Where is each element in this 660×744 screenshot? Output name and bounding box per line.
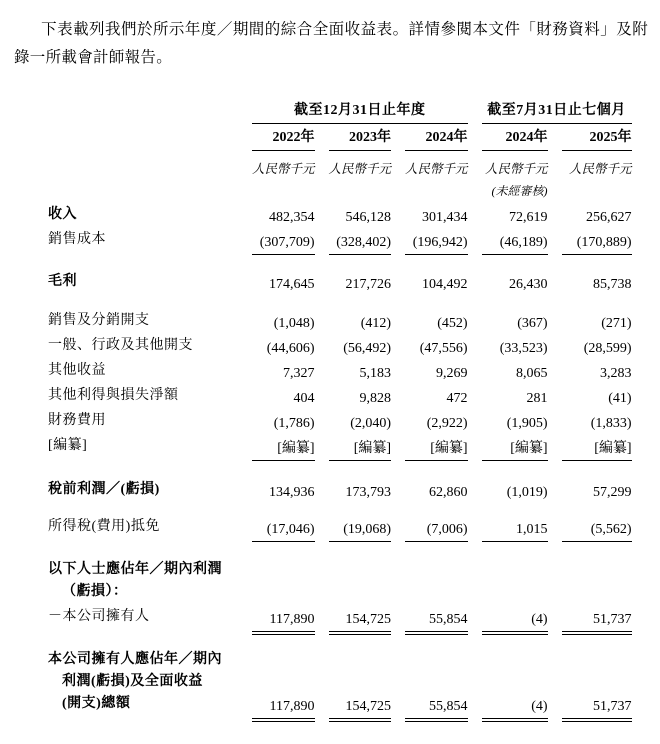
row-label bbox=[48, 382, 238, 407]
value-cell-r0-c4 bbox=[548, 201, 632, 226]
note-header-col-3 bbox=[468, 179, 548, 201]
unit-header-col-2 bbox=[391, 151, 468, 179]
value-cell-r10-c2 bbox=[391, 513, 468, 542]
unit-header-col-0 bbox=[238, 151, 315, 179]
value-cell-r13-c1 bbox=[315, 649, 392, 719]
value-cell-r7-c2 bbox=[391, 407, 468, 432]
unit-header: 人民幣千元 bbox=[485, 162, 548, 176]
value: 55,854 bbox=[405, 612, 468, 632]
value-cell-r9-c4 bbox=[548, 476, 632, 501]
table-row-5 bbox=[48, 357, 632, 382]
value: (2,040) bbox=[350, 416, 392, 431]
value-cell-r13-c2 bbox=[391, 649, 468, 719]
value: 72,619 bbox=[509, 210, 548, 225]
table-body bbox=[48, 201, 632, 719]
table-header bbox=[48, 98, 632, 201]
unit-header-col-3 bbox=[468, 151, 548, 179]
value-cell-r4-c2 bbox=[391, 332, 468, 357]
row-label-line: 其他利得與損失淨額 bbox=[48, 388, 179, 403]
value-cell-r10-c3 bbox=[468, 513, 548, 542]
col-group-label: 截至7月31日止七個月 bbox=[482, 99, 632, 124]
year-header-col-3 bbox=[468, 124, 548, 151]
value-cell-r3-c3 bbox=[468, 307, 548, 332]
row-label-line: （虧損）： bbox=[62, 584, 128, 599]
value: (4) bbox=[482, 612, 548, 632]
unit-header: 人民幣千元 bbox=[252, 162, 315, 176]
value: (41) bbox=[608, 391, 632, 406]
value: 256,627 bbox=[586, 210, 632, 225]
year-header-col-0 bbox=[238, 124, 315, 151]
value: 7,327 bbox=[283, 366, 315, 381]
spacer-row bbox=[48, 293, 632, 307]
year-header: 2024年 bbox=[482, 126, 548, 151]
value: 26,430 bbox=[509, 277, 548, 292]
stub-cell bbox=[48, 151, 238, 179]
value: 1,015 bbox=[482, 522, 548, 542]
note-header-col-4 bbox=[548, 179, 632, 201]
value: 51,737 bbox=[562, 699, 632, 719]
value-cell-r1-c0 bbox=[238, 226, 315, 255]
value: (44,606) bbox=[266, 341, 315, 356]
table-row-0 bbox=[48, 201, 632, 226]
value-cell-r13-c3 bbox=[468, 649, 548, 719]
value-cell-r8-c2 bbox=[391, 432, 468, 461]
value: 117,890 bbox=[252, 612, 315, 632]
value: (196,942) bbox=[405, 235, 468, 255]
value: 281 bbox=[526, 391, 548, 406]
value-cell-r1-c4 bbox=[548, 226, 632, 255]
value-cell-r9-c3 bbox=[468, 476, 548, 501]
unit-header: 人民幣千元 bbox=[569, 162, 632, 176]
row-label-line: 利潤(虧損)及全面收益 bbox=[62, 674, 203, 689]
row-label bbox=[48, 476, 238, 501]
value-cell-r0-c3 bbox=[468, 201, 548, 226]
value: 9,269 bbox=[436, 366, 468, 381]
table-row-11 bbox=[48, 559, 632, 603]
value: 404 bbox=[293, 391, 315, 406]
value-cell-r0-c0 bbox=[238, 201, 315, 226]
value-cell-r2-c3 bbox=[468, 268, 548, 293]
note-header: (未經審核) bbox=[491, 184, 548, 198]
value: 85,738 bbox=[593, 277, 632, 292]
table-row-13 bbox=[48, 649, 632, 719]
spacer-row bbox=[48, 255, 632, 268]
row-label bbox=[48, 307, 238, 332]
value-cell-r6-c2 bbox=[391, 382, 468, 407]
value-cell-r2-c1 bbox=[315, 268, 392, 293]
value: (412) bbox=[360, 316, 392, 331]
row-label bbox=[48, 559, 632, 603]
row-label-line: －本公司擁有人 bbox=[48, 609, 150, 624]
value: (1,833) bbox=[590, 416, 632, 431]
stub-cell bbox=[48, 98, 238, 124]
spacer-row bbox=[48, 461, 632, 476]
col-group-0 bbox=[238, 98, 468, 124]
table-row-3 bbox=[48, 307, 632, 332]
value: [編纂] bbox=[562, 437, 632, 461]
value-cell-r5-c2 bbox=[391, 357, 468, 382]
value: (1,786) bbox=[273, 416, 315, 431]
value-cell-r6-c1 bbox=[315, 382, 392, 407]
value: 104,492 bbox=[422, 277, 468, 292]
value-cell-r8-c0 bbox=[238, 432, 315, 461]
note-header-col-1 bbox=[315, 179, 392, 201]
value-cell-r12-c1 bbox=[315, 603, 392, 632]
note-header-col-2 bbox=[391, 179, 468, 201]
value: 301,434 bbox=[422, 210, 468, 225]
col-group-1 bbox=[468, 98, 632, 124]
year-header-col-4 bbox=[548, 124, 632, 151]
value-cell-r8-c1 bbox=[315, 432, 392, 461]
unit-header-col-4 bbox=[548, 151, 632, 179]
note-header-col-0 bbox=[238, 179, 315, 201]
value-cell-r5-c4 bbox=[548, 357, 632, 382]
value: (7,006) bbox=[405, 522, 468, 542]
value-cell-r12-c3 bbox=[468, 603, 548, 632]
table-row-10 bbox=[48, 513, 632, 542]
value: (307,709) bbox=[252, 235, 315, 255]
row-label-line: 一般、行政及其他開支 bbox=[48, 338, 193, 353]
value: [編纂] bbox=[482, 437, 548, 461]
unit-header: 人民幣千元 bbox=[405, 162, 468, 176]
value-cell-r6-c3 bbox=[468, 382, 548, 407]
value: (170,889) bbox=[562, 235, 632, 255]
year-header: 2023年 bbox=[329, 126, 392, 151]
value: (56,492) bbox=[343, 341, 392, 356]
value-cell-r3-c0 bbox=[238, 307, 315, 332]
value-cell-r12-c0 bbox=[238, 603, 315, 632]
value: (1,048) bbox=[273, 316, 315, 331]
value: 174,645 bbox=[269, 277, 315, 292]
value-cell-r9-c2 bbox=[391, 476, 468, 501]
value: (1,019) bbox=[506, 485, 548, 500]
value-cell-r12-c2 bbox=[391, 603, 468, 632]
table-row-1 bbox=[48, 226, 632, 255]
value: 55,854 bbox=[405, 699, 468, 719]
value-cell-r13-c4 bbox=[548, 649, 632, 719]
row-label-line: 本公司擁有人應佔年／期內 bbox=[48, 652, 222, 667]
value: (367) bbox=[517, 316, 548, 331]
value: [編纂] bbox=[252, 437, 315, 461]
row-label-line: 財務費用 bbox=[48, 413, 106, 428]
value-cell-r7-c3 bbox=[468, 407, 548, 432]
table-row-2 bbox=[48, 268, 632, 293]
row-label bbox=[48, 201, 238, 226]
year-header-col-2 bbox=[391, 124, 468, 151]
table-row-7 bbox=[48, 407, 632, 432]
table-row-4 bbox=[48, 332, 632, 357]
row-label bbox=[48, 357, 238, 382]
table-row-12 bbox=[48, 603, 632, 632]
value-cell-r1-c3 bbox=[468, 226, 548, 255]
row-label bbox=[48, 407, 238, 432]
value-cell-r4-c0 bbox=[238, 332, 315, 357]
value-cell-r5-c0 bbox=[238, 357, 315, 382]
spacer-cell bbox=[48, 501, 632, 513]
row-label bbox=[48, 332, 238, 357]
row-label-line: 收入 bbox=[48, 207, 77, 222]
value: (17,046) bbox=[252, 522, 315, 542]
value: 154,725 bbox=[329, 699, 392, 719]
spacer-row bbox=[48, 501, 632, 513]
table-row-8 bbox=[48, 432, 632, 461]
value-cell-r8-c4 bbox=[548, 432, 632, 461]
value: 134,936 bbox=[269, 485, 315, 500]
value-cell-r10-c4 bbox=[548, 513, 632, 542]
row-label bbox=[48, 268, 238, 293]
stub-cell bbox=[48, 124, 238, 151]
value-cell-r9-c0 bbox=[238, 476, 315, 501]
value-cell-r3-c1 bbox=[315, 307, 392, 332]
value-cell-r7-c1 bbox=[315, 407, 392, 432]
year-header-col-1 bbox=[315, 124, 392, 151]
value-cell-r1-c2 bbox=[391, 226, 468, 255]
row-label-line: 以下人士應佔年／期內利潤 bbox=[48, 562, 222, 577]
value: (452) bbox=[437, 316, 468, 331]
row-label-line: 稅前利潤／(虧損) bbox=[48, 482, 160, 497]
year-header: 2025年 bbox=[562, 126, 632, 151]
row-label-line: [編纂] bbox=[48, 438, 88, 453]
row-label bbox=[48, 226, 238, 255]
value: 154,725 bbox=[329, 612, 392, 632]
value-cell-r6-c4 bbox=[548, 382, 632, 407]
value-cell-r4-c4 bbox=[548, 332, 632, 357]
row-label bbox=[48, 603, 238, 632]
row-label-line: 銷售成本 bbox=[48, 232, 106, 247]
value-cell-r4-c1 bbox=[315, 332, 392, 357]
year-header: 2022年 bbox=[252, 126, 315, 151]
row-label-line: 其他收益 bbox=[48, 363, 106, 378]
value: 482,354 bbox=[269, 210, 315, 225]
value-cell-r12-c4 bbox=[548, 603, 632, 632]
value-cell-r2-c0 bbox=[238, 268, 315, 293]
value-cell-r13-c0 bbox=[238, 649, 315, 719]
value-cell-r4-c3 bbox=[468, 332, 548, 357]
value: 57,299 bbox=[593, 485, 632, 500]
value-cell-r10-c1 bbox=[315, 513, 392, 542]
value: 217,726 bbox=[345, 277, 392, 292]
intro-paragraph: 下表載列我們於所示年度／期間的綜合全面收益表。詳情參閱本文件「財務資料」及附錄一所載會計師報告。 bbox=[14, 21, 648, 66]
value-cell-r3-c4 bbox=[548, 307, 632, 332]
value-cell-r2-c4 bbox=[548, 268, 632, 293]
table-row-9 bbox=[48, 476, 632, 501]
value: 5,183 bbox=[359, 366, 392, 381]
table-row-6 bbox=[48, 382, 632, 407]
spacer-cell bbox=[48, 293, 632, 307]
year-header-row bbox=[48, 124, 632, 151]
col-group-label: 截至12月31日止年度 bbox=[252, 99, 468, 124]
value: 472 bbox=[446, 391, 468, 406]
value-cell-r9-c1 bbox=[315, 476, 392, 501]
value: (46,189) bbox=[482, 235, 548, 255]
value-cell-r0-c2 bbox=[391, 201, 468, 226]
value: (2,922) bbox=[426, 416, 468, 431]
value-cell-r7-c0 bbox=[238, 407, 315, 432]
value: [編纂] bbox=[405, 437, 468, 461]
value: (4) bbox=[482, 699, 548, 719]
value-cell-r0-c1 bbox=[315, 201, 392, 226]
value-cell-r3-c2 bbox=[391, 307, 468, 332]
year-header: 2024年 bbox=[405, 126, 468, 151]
comprehensive-income-table bbox=[48, 98, 632, 719]
row-label-line: 銷售及分銷開支 bbox=[48, 313, 150, 328]
value-cell-r7-c4 bbox=[548, 407, 632, 432]
value: (1,905) bbox=[506, 416, 548, 431]
value-cell-r2-c2 bbox=[391, 268, 468, 293]
row-label bbox=[48, 649, 238, 719]
value: (271) bbox=[601, 316, 632, 331]
value-cell-r5-c3 bbox=[468, 357, 548, 382]
value: (33,523) bbox=[499, 341, 548, 356]
value: 9,828 bbox=[359, 391, 392, 406]
value-cell-r10-c0 bbox=[238, 513, 315, 542]
row-label bbox=[48, 432, 238, 461]
note-header-row bbox=[48, 179, 632, 201]
value: 62,860 bbox=[429, 485, 468, 500]
value: 8,065 bbox=[516, 366, 548, 381]
spacer-row bbox=[48, 542, 632, 559]
stub-cell bbox=[48, 179, 238, 201]
value-cell-r8-c3 bbox=[468, 432, 548, 461]
spacer-cell bbox=[48, 255, 632, 268]
value-cell-r6-c0 bbox=[238, 382, 315, 407]
value: (47,556) bbox=[419, 341, 468, 356]
value: 51,737 bbox=[562, 612, 632, 632]
spacer-cell bbox=[48, 461, 632, 476]
value: (5,562) bbox=[562, 522, 632, 542]
value-cell-r1-c1 bbox=[315, 226, 392, 255]
row-label bbox=[48, 513, 238, 542]
value: [編纂] bbox=[329, 437, 392, 461]
value: 3,283 bbox=[600, 366, 632, 381]
value: (19,068) bbox=[329, 522, 392, 542]
unit-header-row bbox=[48, 151, 632, 179]
unit-header: 人民幣千元 bbox=[328, 162, 392, 176]
value: 546,128 bbox=[345, 210, 392, 225]
row-label-line: (開支)總額 bbox=[62, 696, 131, 711]
col-group-row bbox=[48, 98, 632, 124]
value-cell-r5-c1 bbox=[315, 357, 392, 382]
value: 173,793 bbox=[345, 485, 392, 500]
row-label-line: 所得稅(費用)抵免 bbox=[48, 519, 160, 534]
row-label-line: 毛利 bbox=[48, 274, 77, 289]
value: (28,599) bbox=[583, 341, 632, 356]
value: (328,402) bbox=[329, 235, 392, 255]
value: 117,890 bbox=[252, 699, 315, 719]
unit-header-col-1 bbox=[315, 151, 392, 179]
spacer-cell bbox=[48, 542, 632, 559]
